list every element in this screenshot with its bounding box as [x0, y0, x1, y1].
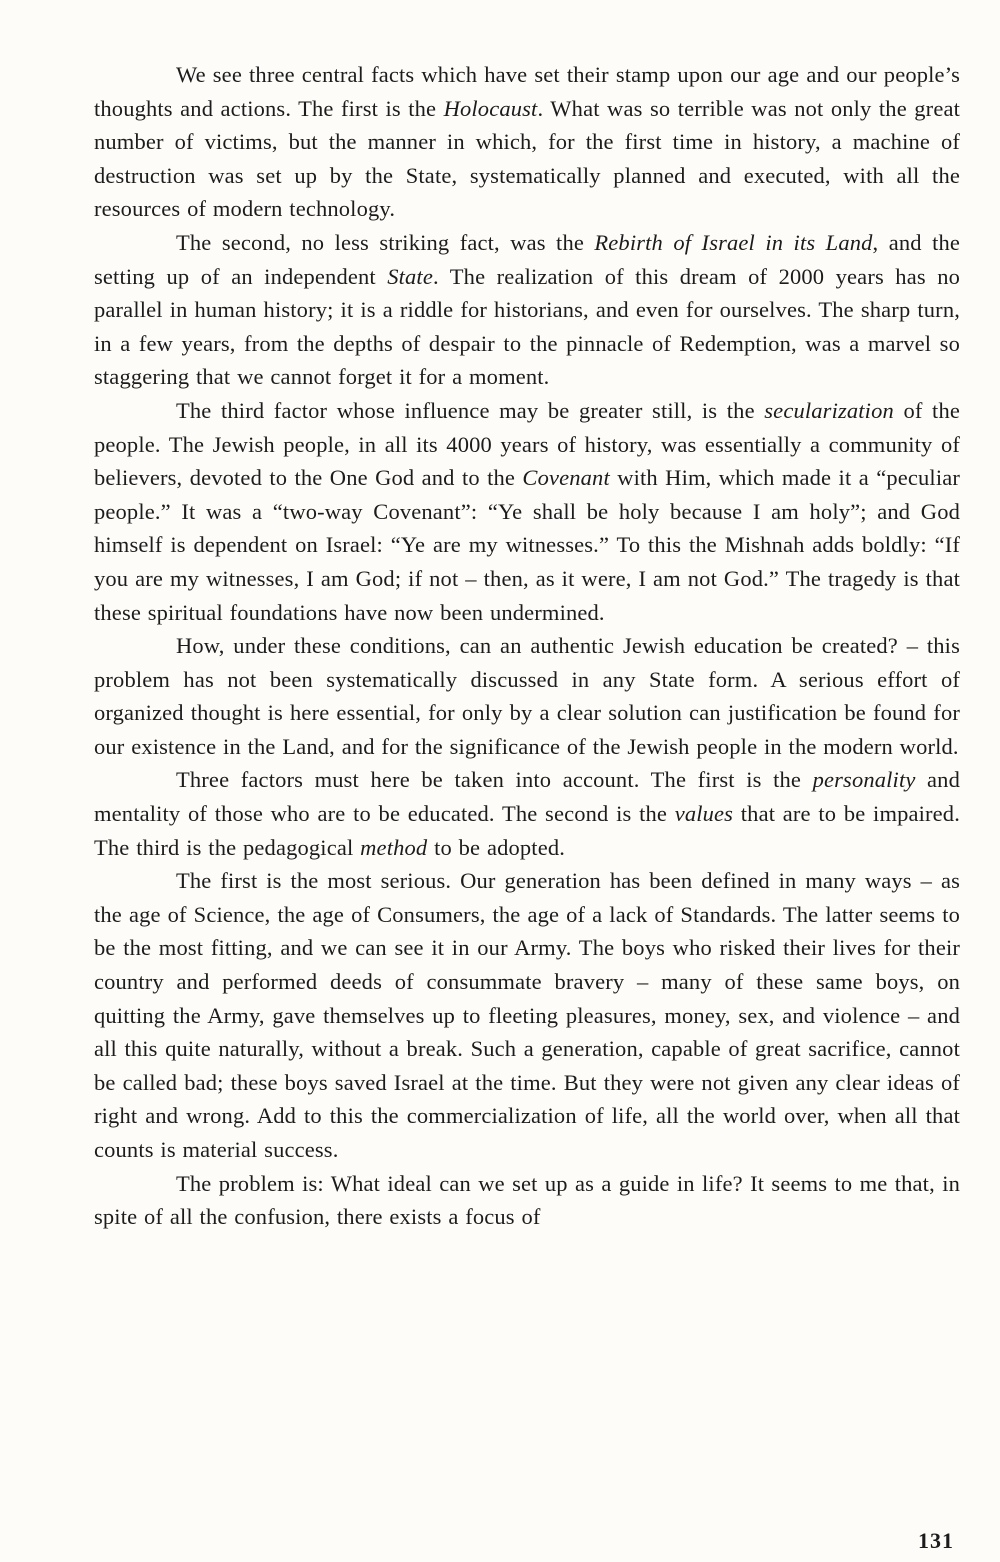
- text-run: The second, no less striking fact, was the: [176, 229, 595, 255]
- italic-text-run: Holocaust: [443, 95, 538, 121]
- italic-text-run: secularization: [764, 397, 894, 423]
- italic-text-run: State: [387, 263, 433, 289]
- text-run: The problem is: What ideal can we set up as a guide in life? It seems to me that, in spite of all the confusion, there exists a focus of: [94, 1170, 960, 1230]
- italic-text-run: values: [674, 801, 734, 827]
- text-run: How, under these conditions, can an authentic Jewish education be created? – this problem has not been systematically discussed in any State form. A serious effort of organized thought is here essential, for only by a clear solution can justification be found for our existence in the Land, and for the significance of the Jewish people in the modern world.: [94, 633, 960, 759]
- text-run: of the people. The Jewish people, in all its 4000 years of history, was essentially a community of believers, devoted to the One God and to the: [94, 397, 960, 491]
- page-number: 131: [918, 1528, 954, 1553]
- text-run: The first is the most serious. Our generation has been defined in many ways – as the age of Science, the age of Consumers, the age of a lack of Standards. The latter seems to be the most fitting, and we can see it in our Army. The boys who risked their lives for their country and performed deeds of consummate bravery – many of these same boys, on quitting the Army, gave themselves up to fleeting pleasures, money, sex, and violence – and all this quite naturally, without a break. Such a generation, capable of great sacrifice, cannot be called bad; these boys saved Israel at the time. But they were not given any clear ideas of right and wrong. Add to this the commercialization of life, all the world over, when all that counts is material success.: [94, 868, 960, 1162]
- text-run: , and the setting up of an independent: [94, 229, 961, 289]
- italic-text-run: personality: [812, 767, 916, 793]
- text-run: We see three central facts which have set their stamp upon our age and our people’s thoughts and actions. The first is the: [94, 62, 960, 121]
- text-run: to be adopted.: [427, 834, 566, 860]
- text-run: that are to be impaired. The third is the pedagogical: [94, 801, 960, 860]
- text-run: Three factors must here be taken into account. The first is the: [176, 767, 813, 793]
- paragraph-5: [94, 763, 960, 864]
- italic-text-run: Rebirth of Israel in its Land: [594, 229, 873, 255]
- text-run: . The realization of this dream of 2000 years has no parallel in human history; it is a riddle for historians, and even for ourselves. The sharp turn, in a few years, from the depths of despair to the pinnacle of Redemption, was a marvel so staggering that we cannot forget it for a moment.: [94, 263, 960, 390]
- italic-text-run: Covenant: [522, 465, 610, 491]
- italic-text-run: method: [360, 834, 428, 860]
- paragraph-1: [94, 58, 960, 226]
- paragraph-3: [94, 394, 960, 629]
- paragraph-4: [94, 629, 960, 763]
- paragraph-2: [94, 226, 960, 394]
- paragraph-7: [94, 1167, 960, 1234]
- text-run: The third factor whose influence may be greater still, is the: [176, 397, 765, 423]
- text-run: and mentality of those who are to be educated. The second is the: [94, 767, 960, 827]
- paragraph-6: [94, 864, 960, 1166]
- body-text: [94, 58, 960, 1234]
- text-run: with Him, which made it a “peculiar people.” It was a “two-way Covenant”: “Ye shall be holy because I am holy”; and God himself is dependent on Israel: “Ye are my witnesses.” To this the Mishnah adds boldly: “If you are my witnesses, I am God; if not – then, as it were, I am not God.” The tragedy is that these spiritual foundations have now been undermined.: [94, 465, 961, 625]
- text-run: . What was so terrible was not only the great number of victims, but the manner in which, for the first time in history, a machine of destruction was set up by the State, systematically planned and executed, with all the resources of modern technology.: [94, 95, 961, 222]
